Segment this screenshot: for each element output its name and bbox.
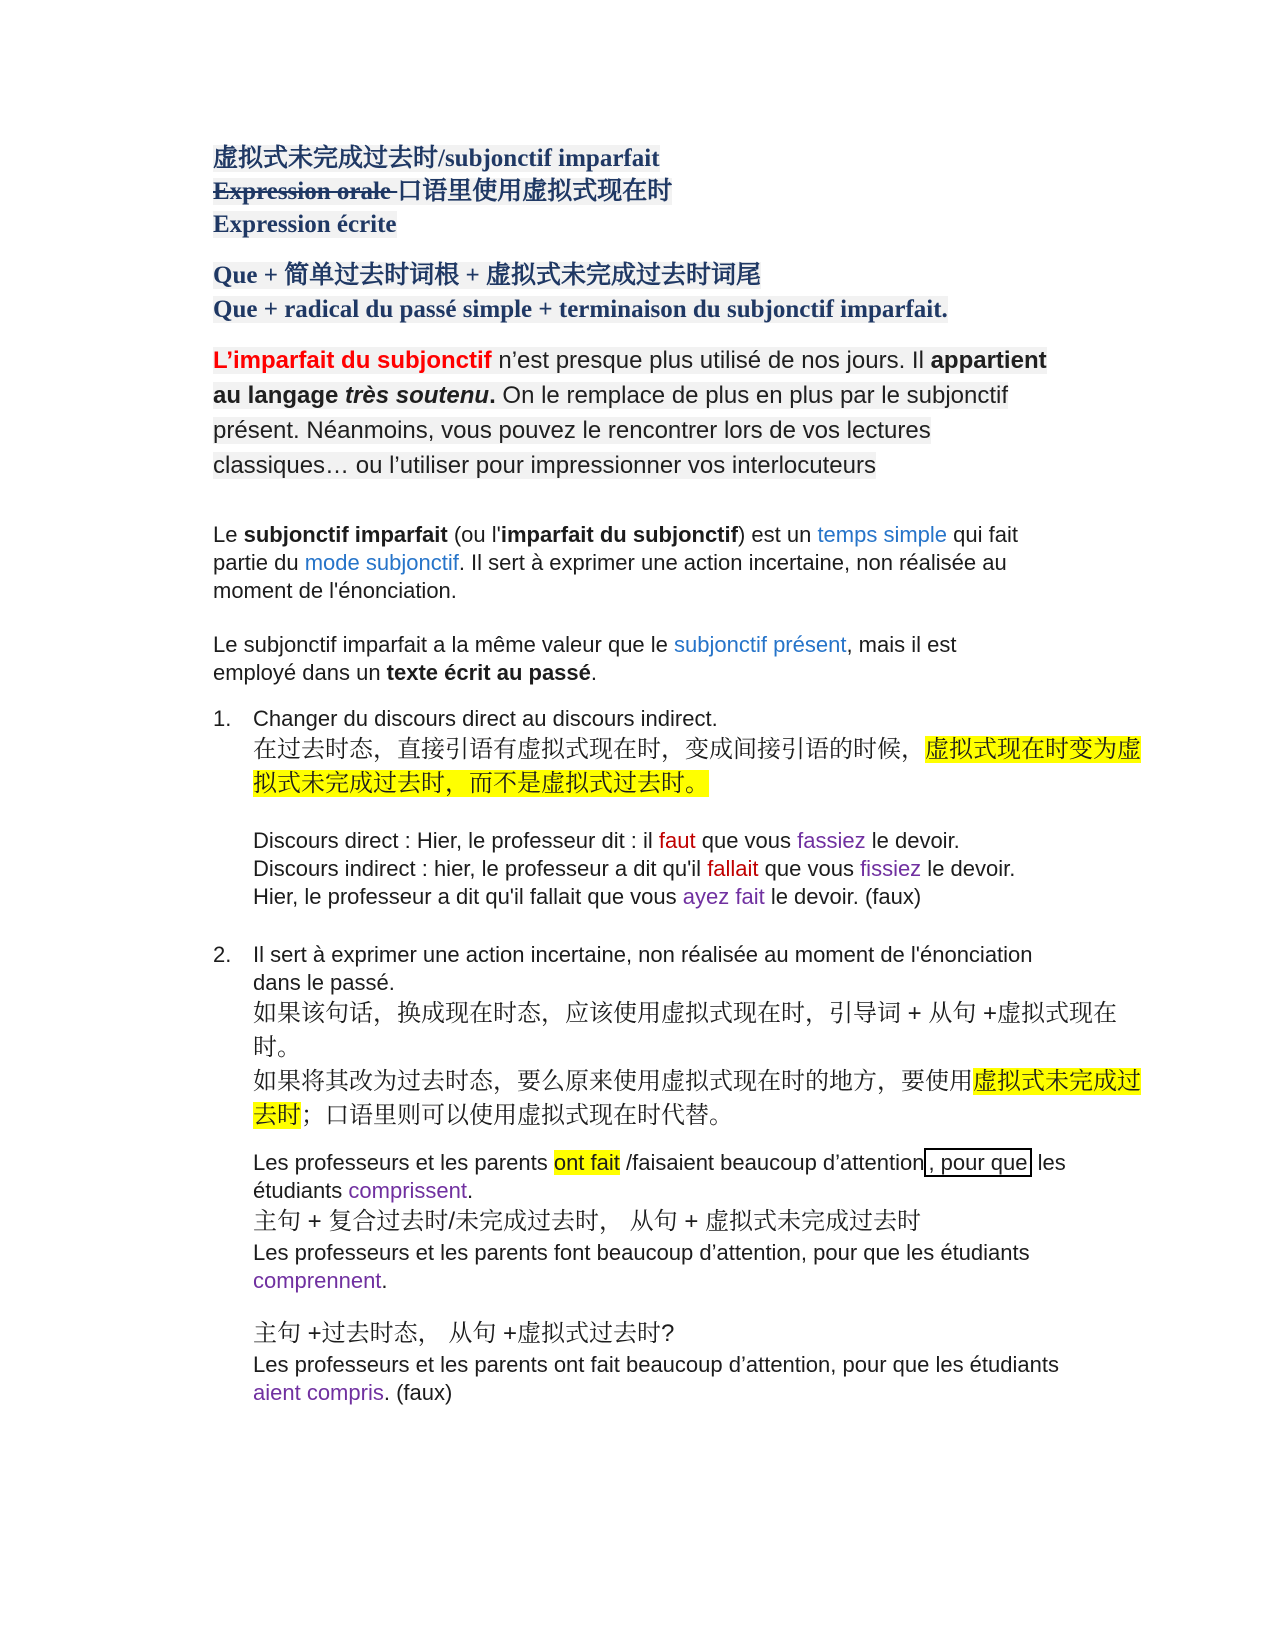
text-segment: Expression écrite xyxy=(213,211,397,238)
list-number: 1. xyxy=(213,706,232,731)
text-segment: 如果将其改为过去时态，要么原来使用虚拟式现在时的地方，要使用 xyxy=(253,1068,973,1095)
text-segment: . xyxy=(381,1268,388,1293)
text-segment: On le remplace de plus en plus par le subjonctif xyxy=(495,382,1009,409)
text-segment: 虚拟式未完成过去时/subjonctif imparfait xyxy=(213,145,660,172)
text-line xyxy=(213,347,1047,374)
text-line xyxy=(213,417,931,444)
definition-paragraph xyxy=(213,521,1220,605)
text-line xyxy=(253,1068,1141,1095)
example-discours xyxy=(213,827,1220,911)
text-line xyxy=(253,1208,921,1235)
text-segment: les xyxy=(1031,1150,1066,1175)
text-segment: Le subjonctif imparfait a la même valeur que le xyxy=(213,632,675,657)
text-segment: . Il sert à exprimer une action incertaine, non réalisée au xyxy=(458,550,1007,575)
text-segment: . xyxy=(467,1178,474,1203)
text-segment: . (faux) xyxy=(383,1380,453,1405)
text-segment: très soutenu xyxy=(345,382,490,409)
text-segment: Que + radical du passé simple + terminaison du subjonctif imparfait. xyxy=(213,296,948,323)
text-segment: 虚拟式现在时变为虚 xyxy=(925,736,1141,763)
text-segment: appartient xyxy=(930,347,1047,374)
text-segment: , pour que xyxy=(924,1148,1031,1177)
hyperlink[interactable]: subjonctif présent xyxy=(674,632,847,657)
text-segment: le devoir. xyxy=(865,828,960,853)
text-line xyxy=(253,942,1033,967)
text-segment: 主句 +过去时态， 从句 +虚拟式过去时? xyxy=(253,1320,675,1347)
text-segment: subjonctif imparfait xyxy=(243,522,448,547)
text-segment: . xyxy=(590,660,598,685)
list-item-2 xyxy=(213,941,1220,1133)
example-professeurs-imparfait xyxy=(213,1149,1220,1295)
text-line xyxy=(213,522,1018,547)
hyperlink[interactable]: temps simple xyxy=(817,522,948,547)
text-segment: comprennent xyxy=(253,1268,382,1293)
text-segment: présent. Néanmoins, vous pouvez le rencontrer lors de vos lectures xyxy=(213,417,931,444)
text-line xyxy=(253,706,718,731)
text-line xyxy=(213,632,956,657)
list-item-1 xyxy=(213,705,1220,801)
text-segment: imparfait du subjonctif xyxy=(500,522,738,547)
lead-paragraph xyxy=(213,343,1220,483)
text-segment: Il sert à exprimer une action incertaine, non réalisée au moment de l'énonciation xyxy=(253,942,1033,967)
text-segment: ) est un xyxy=(737,522,818,547)
value-paragraph xyxy=(213,631,1220,687)
text-line xyxy=(213,262,761,289)
text-segment: que vous xyxy=(695,828,798,853)
text-segment: Discours indirect : hier, le professeur a dit qu'il xyxy=(253,856,708,881)
text-line xyxy=(213,452,876,479)
text-segment: au langage xyxy=(213,382,346,409)
text-segment: Les professeurs et les parents xyxy=(253,1150,554,1175)
text-segment: partie du xyxy=(213,550,305,575)
text-segment: faut xyxy=(658,828,696,853)
text-line xyxy=(213,211,397,238)
text-line xyxy=(253,1102,733,1129)
text-line xyxy=(213,296,948,323)
text-line xyxy=(213,550,1007,575)
text-segment: Discours direct : Hier, le professeur dit : il xyxy=(253,828,659,853)
text-segment: étudiants xyxy=(253,1178,349,1203)
text-segment: L’imparfait du subjonctif xyxy=(213,347,492,374)
text-segment: 口语里使用虚拟式现在时 xyxy=(397,178,673,205)
text-segment: ont fait xyxy=(553,1150,620,1175)
text-line xyxy=(253,736,1141,763)
example-professeurs-passe xyxy=(213,1317,1220,1407)
text-segment: classiques… ou l’utiliser pour impressionner vos interlocuteurs xyxy=(213,452,876,479)
text-line xyxy=(253,1034,301,1061)
text-segment: Hier, le professeur a dit qu'il fallait que vous xyxy=(253,884,683,909)
text-line xyxy=(253,1240,1030,1265)
text-segment: Les professeurs et les parents font beaucoup d’attention, pour que les étudiants xyxy=(253,1240,1030,1265)
text-segment: . xyxy=(489,382,496,409)
text-segment: le devoir. xyxy=(921,856,1016,881)
text-segment: Les professeurs et les parents ont fait beaucoup d’attention, pour que les étudiants xyxy=(253,1352,1059,1377)
text-line xyxy=(253,856,1015,881)
text-segment: Le xyxy=(213,522,244,547)
text-segment: aient compris xyxy=(253,1380,384,1405)
text-segment: fallait xyxy=(707,856,759,881)
text-segment: /faisaient beaucoup d’attention xyxy=(619,1150,925,1175)
title-block xyxy=(213,142,1220,241)
text-line xyxy=(253,884,921,909)
text-segment: 如果该句话，换成现在时态，应该使用虚拟式现在时，引导词 + 从句 +虚拟式现在 xyxy=(253,1000,1118,1027)
text-line xyxy=(253,1000,1117,1027)
text-line xyxy=(213,382,1008,409)
formula-block xyxy=(213,259,1220,327)
text-line xyxy=(213,178,672,205)
text-line xyxy=(213,660,597,685)
text-segment: 在过去时态，直接引语有虚拟式现在时，变成间接引语的时候， xyxy=(253,736,925,763)
text-line xyxy=(213,578,457,603)
text-line xyxy=(253,1320,674,1347)
text-line xyxy=(253,970,395,995)
text-line xyxy=(253,1148,1066,1177)
text-segment: moment de l'énonciation. xyxy=(213,578,457,603)
text-segment: 主句 + 复合过去时/未完成过去时， 从句 + 虚拟式未完成过去时 xyxy=(253,1208,922,1235)
text-line xyxy=(253,770,709,797)
text-line xyxy=(253,1380,452,1405)
text-segment: ；口语里则可以使用虚拟式现在时代替。 xyxy=(301,1102,733,1129)
text-segment: le devoir. (faux) xyxy=(764,884,922,909)
text-segment: Expression orale xyxy=(213,178,398,205)
text-segment: n’est presque plus utilisé de nos jours. Il xyxy=(491,347,931,374)
document-content xyxy=(213,142,1220,1407)
text-segment: 去时 xyxy=(253,1102,301,1129)
text-segment: que vous xyxy=(758,856,861,881)
text-segment: ayez fait xyxy=(682,884,765,909)
list-number: 2. xyxy=(213,942,232,967)
text-line xyxy=(213,145,660,172)
text-segment: fissiez xyxy=(860,856,922,881)
text-segment: Changer du discours direct au discours indirect. xyxy=(253,706,718,731)
text-segment: 时。 xyxy=(253,1034,301,1061)
text-segment: texte écrit au passé xyxy=(386,660,591,685)
text-segment: 拟式未完成过去时，而不是虚拟式过去时。 xyxy=(253,770,709,797)
text-segment: dans le passé. xyxy=(253,970,395,995)
text-segment: qui fait xyxy=(947,522,1018,547)
text-line xyxy=(253,1268,388,1293)
text-segment: , mais il est xyxy=(846,632,957,657)
hyperlink[interactable]: mode subjonctif xyxy=(304,550,459,575)
text-segment: (ou l' xyxy=(447,522,501,547)
text-line xyxy=(253,1178,473,1203)
text-segment: fassiez xyxy=(797,828,866,853)
text-segment: 虚拟式未完成过 xyxy=(973,1068,1141,1095)
text-segment: Que + 简单过去时词根 + 虚拟式未完成过去时词尾 xyxy=(213,262,761,289)
text-line xyxy=(253,1352,1059,1377)
text-segment: employé dans un xyxy=(213,660,387,685)
text-segment: comprissent xyxy=(348,1178,467,1203)
text-line xyxy=(253,828,960,853)
